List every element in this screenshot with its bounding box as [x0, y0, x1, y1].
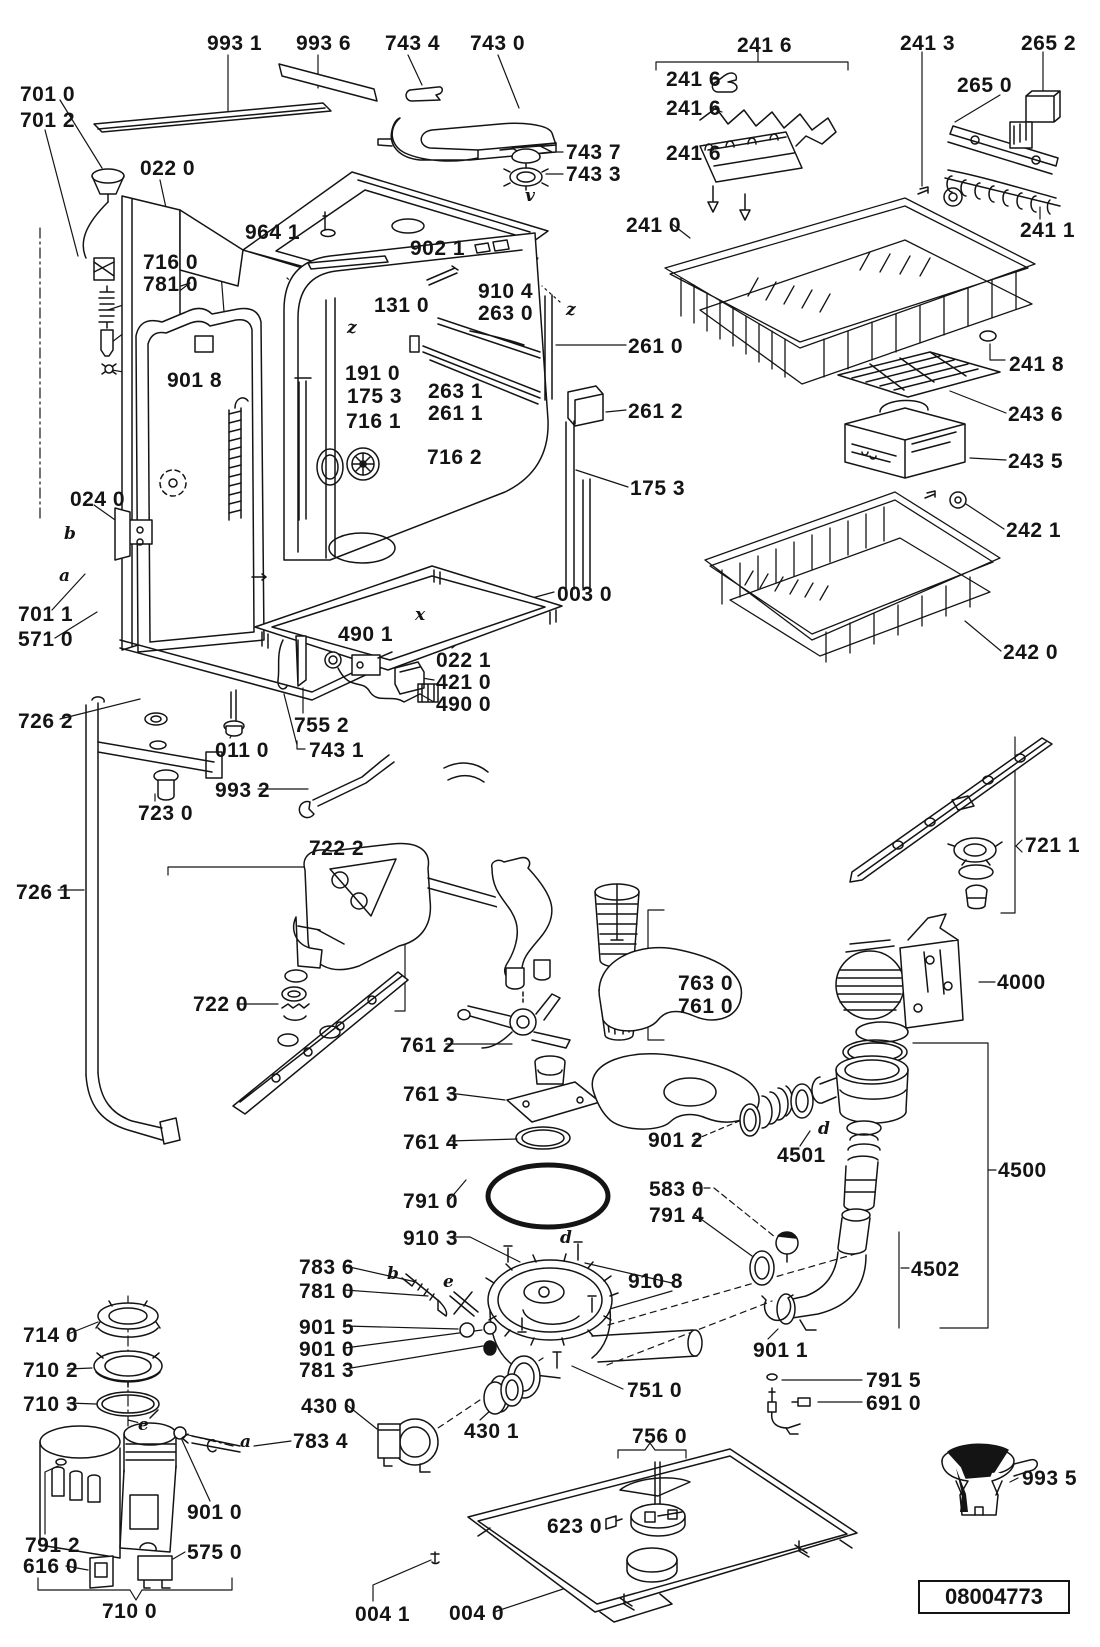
part-label-261-1: 261 1 — [428, 402, 484, 425]
part-label-910-4: 910 4 — [478, 280, 534, 303]
part-label-722-2: 722 2 — [309, 837, 365, 860]
part-label-263-1: 263 1 — [428, 380, 484, 403]
part-label-993-2: 993 2 — [215, 779, 271, 802]
part-label-265-2: 265 2 — [1021, 32, 1077, 55]
part-label-901-0b: 901 0 — [187, 1501, 243, 1524]
part-label-241-6c: 241 6 — [666, 97, 722, 120]
part-label-761-4: 761 4 — [403, 1131, 459, 1154]
part-label-910-3: 910 3 — [403, 1227, 459, 1250]
part-label-265-0: 265 0 — [957, 74, 1013, 97]
part-label-011-0: 011 0 — [215, 739, 269, 762]
ref-letter-z1: z — [347, 318, 357, 338]
part-label-781-3: 781 3 — [299, 1359, 355, 1382]
part-label-910-8: 910 8 — [628, 1270, 684, 1293]
part-label-726-2: 726 2 — [18, 710, 74, 733]
base-panel-drawings — [431, 1449, 857, 1625]
part-label-993-6: 993 6 — [296, 32, 352, 55]
ref-letter-a1: a — [59, 566, 71, 586]
part-label-791-4: 791 4 — [649, 1204, 705, 1227]
part-label-623-0: 623 0 — [547, 1515, 603, 1538]
part-label-421-0: 421 0 — [436, 671, 492, 694]
part-label-726-1: 726 1 — [16, 881, 72, 904]
part-label-716-2: 716 2 — [427, 446, 483, 469]
part-label-003-0: 003 0 — [557, 583, 613, 606]
part-label-743-0: 743 0 — [470, 32, 526, 55]
part-label-004-1: 004 1 — [355, 1603, 411, 1626]
part-label-575-0: 575 0 — [187, 1541, 243, 1564]
ref-letter-d1: d — [560, 1228, 572, 1248]
ref-letter-e2: e — [138, 1415, 149, 1435]
ref-letter-a2: a — [240, 1432, 252, 1452]
ref-letter-x1: x — [415, 605, 426, 625]
part-label-743-1: 743 1 — [309, 739, 365, 762]
part-label-901-8: 901 8 — [167, 369, 223, 392]
part-label-751-0: 751 0 — [627, 1379, 683, 1402]
part-label-993-1: 993 1 — [207, 32, 263, 55]
part-label-755-2: 755 2 — [294, 714, 350, 737]
ref-letter-v1: v — [525, 186, 535, 206]
top-strip-drawings — [94, 64, 377, 132]
part-label-022-0: 022 0 — [140, 157, 196, 180]
part-label-743-3: 743 3 — [566, 163, 622, 186]
part-label-791-5: 791 5 — [866, 1369, 922, 1392]
part-label-175-3b: 175 3 — [630, 477, 686, 500]
part-label-430-0: 430 0 — [301, 1395, 357, 1418]
part-label-022-1: 022 1 — [436, 649, 492, 672]
part-label-490-1: 490 1 — [338, 623, 394, 646]
lower-spray-arm-drawings — [233, 970, 408, 1114]
cover-plate-drawings — [378, 87, 556, 190]
part-label-242-1: 242 1 — [1006, 519, 1062, 542]
part-label-791-0: 791 0 — [403, 1190, 459, 1213]
part-label-710-3: 710 3 — [23, 1393, 79, 1416]
part-label-616-0: 616 0 — [23, 1555, 79, 1578]
document-number-box — [918, 1580, 1070, 1614]
part-label-241-1: 241 1 — [1020, 219, 1076, 242]
ref-letter-d2: d — [818, 1119, 830, 1139]
part-label-901-5: 901 5 — [299, 1316, 355, 1339]
upper-arm-drawings — [850, 738, 1052, 909]
part-label-763-0: 763 0 — [678, 972, 734, 995]
part-label-721-1: 721 1 — [1025, 834, 1081, 857]
feed-duct-drawings — [492, 858, 552, 1002]
part-label-716-1: 716 1 — [346, 410, 402, 433]
part-label-783-6: 783 6 — [299, 1256, 355, 1279]
part-label-781-0b: 781 0 — [299, 1280, 355, 1303]
motor-drawings — [836, 914, 963, 1064]
part-label-701-1: 701 1 — [18, 603, 74, 626]
part-label-743-4: 743 4 — [385, 32, 441, 55]
ref-letter-z2: z — [566, 300, 576, 320]
part-label-263-0: 263 0 — [478, 302, 534, 325]
part-label-761-3: 761 3 — [403, 1083, 459, 1106]
water-inlet-drawings — [83, 169, 124, 374]
document-number: 08004773 — [945, 1584, 1043, 1609]
ref-letter-b2: b — [387, 1264, 399, 1284]
part-label-4000: 4000 — [997, 971, 1046, 994]
part-label-241-3: 241 3 — [900, 32, 956, 55]
part-label-783-4: 783 4 — [293, 1430, 349, 1453]
part-label-241-6d: 241 6 — [666, 142, 722, 165]
part-label-024-0: 024 0 — [70, 488, 126, 511]
ref-letter-e1: e — [443, 1272, 454, 1292]
part-label-964-1: 964 1 — [245, 221, 301, 244]
mid-spray-mount-drawings — [458, 994, 600, 1149]
part-label-781-0a: 781 0 — [143, 273, 199, 296]
part-label-901-0a: 901 0 — [299, 1338, 355, 1361]
part-label-241-6b: 241 6 — [666, 68, 722, 91]
part-label-4500: 4500 — [998, 1159, 1047, 1182]
part-label-714-0: 714 0 — [23, 1324, 79, 1347]
part-label-261-2: 261 2 — [628, 400, 684, 423]
part-label-242-0: 242 0 — [1003, 641, 1059, 664]
seal-drawings — [750, 1232, 798, 1285]
part-label-901-2: 901 2 — [648, 1129, 704, 1152]
part-label-4502: 4502 — [911, 1258, 960, 1281]
part-label-722-0: 722 0 — [193, 993, 249, 1016]
part-label-743-7: 743 7 — [566, 141, 622, 164]
part-label-131-0: 131 0 — [374, 294, 430, 317]
part-label-791-2: 791 2 — [25, 1534, 81, 1557]
part-label-571-0: 571 0 — [18, 628, 74, 651]
ref-letter-b1: b — [64, 524, 76, 544]
part-label-241-8: 241 8 — [1009, 353, 1065, 376]
part-label-583-0: 583 0 — [649, 1178, 705, 1201]
part-label-901-1: 901 1 — [753, 1339, 809, 1362]
part-label-004-0: 004 0 — [449, 1602, 505, 1625]
part-label-490-0: 490 0 — [436, 693, 492, 716]
rail-accessory-drawings — [838, 91, 1060, 508]
part-label-243-5: 243 5 — [1008, 450, 1064, 473]
part-label-701-2: 701 2 — [20, 109, 76, 132]
part-label-761-2: 761 2 — [400, 1034, 456, 1057]
part-label-902-1: 902 1 — [410, 237, 466, 260]
part-label-430-1: 430 1 — [464, 1420, 520, 1443]
part-label-993-5: 993 5 — [1022, 1467, 1078, 1490]
filter-drawings — [592, 884, 759, 1129]
standpipe-drawings — [86, 697, 222, 1144]
part-label-261-0: 261 0 — [628, 335, 684, 358]
part-label-4501: 4501 — [777, 1144, 826, 1167]
part-label-761-0: 761 0 — [678, 995, 734, 1018]
part-label-175-3a: 175 3 — [347, 385, 403, 408]
part-label-191-0: 191 0 — [345, 362, 401, 385]
part-label-710-2: 710 2 — [23, 1359, 79, 1382]
part-label-723-0: 723 0 — [138, 802, 194, 825]
part-label-691-0: 691 0 — [866, 1392, 922, 1415]
part-label-716-0: 716 0 — [143, 251, 199, 274]
part-label-756-0: 756 0 — [632, 1425, 688, 1448]
part-label-243-6: 243 6 — [1008, 403, 1064, 426]
sump-gasket-drawing — [488, 1165, 608, 1227]
part-label-241-6a: 241 6 — [737, 34, 793, 57]
part-label-710-0: 710 0 — [102, 1600, 158, 1623]
part-label-701-0: 701 0 — [20, 83, 76, 106]
part-label-241-0: 241 0 — [626, 214, 682, 237]
